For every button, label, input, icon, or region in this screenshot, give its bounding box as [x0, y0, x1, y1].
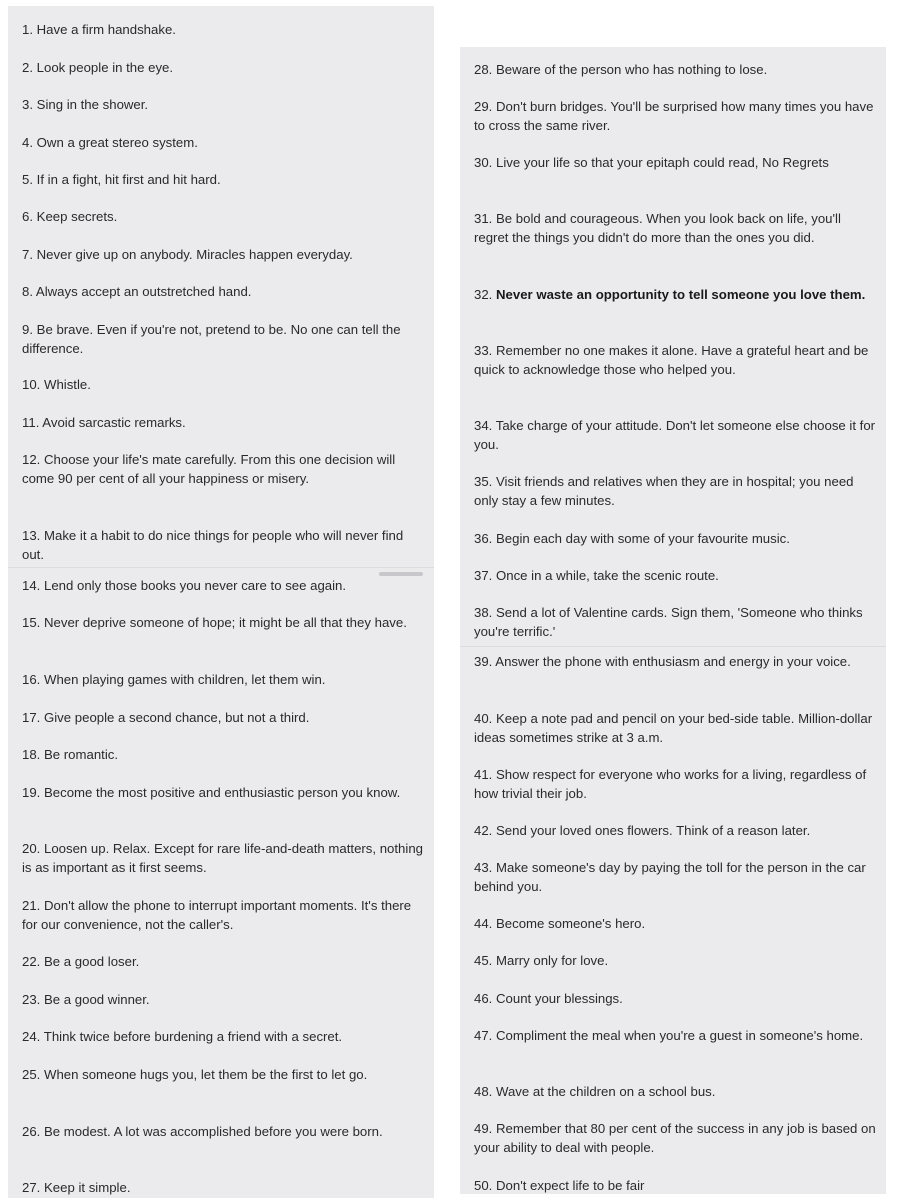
list-item: 28. Beware of the person who has nothing to lose. — [474, 62, 768, 77]
list-item: 9. Be brave. Even if you're not, pretend to be. No one can tell the difference. — [22, 322, 401, 356]
list-item: 12. Choose your life's mate carefully. From this one decision will come 90 per cent of all your happiness or misery. — [22, 452, 396, 486]
list-item: 40. Keep a note pad and pencil on your bed-side table. Million-dollar ideas sometimes strike at 3 a.m. — [474, 711, 873, 745]
list-item: 15. Never deprive someone of hope; it might be all that they have. — [22, 615, 407, 630]
list-item: 42. Send your loved ones flowers. Think of a reason later. — [474, 823, 811, 838]
divider — [8, 567, 434, 568]
list-item: 34. Take charge of your attitude. Don't let someone else choose it for you. — [474, 418, 876, 452]
list-item: 7. Never give up on anybody. Miracles happen everyday. — [22, 247, 353, 262]
list-item: 20. Loosen up. Relax. Except for rare life-and-death matters, nothing is as important as it first seems. — [22, 841, 423, 875]
list-item: 46. Count your blessings. — [474, 991, 623, 1006]
list-item: 26. Be modest. A lot was accomplished before you were born. — [22, 1124, 383, 1139]
list-item: 38. Send a lot of Valentine cards. Sign them, 'Someone who thinks you're terrific.' — [474, 605, 863, 639]
list-item: 22. Be a good loser. — [22, 954, 140, 969]
list-item: 29. Don't burn bridges. You'll be surprised how many times you have to cross the same river. — [474, 99, 874, 133]
list-item: 30. Live your life so that your epitaph could read, No Regrets — [474, 155, 829, 170]
list-item: 19. Become the most positive and enthusiastic person you know. — [22, 785, 401, 800]
list-item: 8. Always accept an outstretched hand. — [22, 284, 252, 299]
list-item: 35. Visit friends and relatives when they are in hospital; you need only stay a few minutes. — [474, 474, 854, 508]
emphasized-text: Never waste an opportunity to tell someone you love them. — [496, 287, 866, 302]
list-item: 16. When playing games with children, let them win. — [22, 672, 326, 687]
item-number: 32. — [474, 287, 496, 302]
list-item: 33. Remember no one makes it alone. Have a grateful heart and be quick to acknowledge those who helped you. — [474, 343, 869, 377]
list-item: 48. Wave at the children on a school bus. — [474, 1084, 716, 1099]
list-item: 11. Avoid sarcastic remarks. — [22, 415, 186, 430]
list-item: 1. Have a firm handshake. — [22, 22, 176, 37]
list-item: 41. Show respect for everyone who works for a living, regardless of how trivial their job. — [474, 767, 867, 801]
right-column — [460, 47, 886, 1194]
list-item: 44. Become someone's hero. — [474, 916, 646, 931]
list-item: 14. Lend only those books you never care to see again. — [22, 578, 347, 593]
list-item: 4. Own a great stereo system. — [22, 135, 198, 150]
list-item: 49. Remember that 80 per cent of the success in any job is based on your ability to deal with people. — [474, 1121, 876, 1155]
list-item: 31. Be bold and courageous. When you look back on life, you'll regret the things you didn't do more than the ones you did. — [474, 211, 841, 245]
list-item: 37. Once in a while, take the scenic route. — [474, 568, 719, 583]
list-item: 27. Keep it simple. — [22, 1180, 131, 1195]
divider — [460, 646, 886, 647]
list-item: 45. Marry only for love. — [474, 953, 609, 968]
list-item: 43. Make someone's day by paying the toll for the person in the car behind you. — [474, 860, 866, 894]
list-item: 10. Whistle. — [22, 377, 91, 392]
list-item: 6. Keep secrets. — [22, 209, 118, 224]
list-item: 18. Be romantic. — [22, 747, 119, 762]
list-item: 21. Don't allow the phone to interrupt important moments. It's there for our convenience, not the caller's. — [22, 898, 412, 932]
list-item: 2. Look people in the eye. — [22, 60, 174, 75]
list-item: 50. Don't expect life to be fair — [474, 1178, 645, 1193]
list-item: 17. Give people a second chance, but not a third. — [22, 710, 310, 725]
left-column — [8, 6, 434, 1198]
list-item: 39. Answer the phone with enthusiasm and energy in your voice. — [474, 654, 851, 669]
list-item: 3. Sing in the shower. — [22, 97, 149, 112]
list-item: 23. Be a good winner. — [22, 992, 150, 1007]
list-item: 36. Begin each day with some of your favourite music. — [474, 531, 790, 546]
list-item: 25. When someone hugs you, let them be the first to let go. — [22, 1067, 368, 1082]
list-item-highlight — [474, 285, 878, 304]
list-item: 47. Compliment the meal when you're a guest in someone's home. — [474, 1028, 864, 1043]
list-item: 24. Think twice before burdening a friend with a secret. — [22, 1029, 343, 1044]
list-item: 13. Make it a habit to do nice things for people who will never find out. — [22, 528, 404, 562]
list-item: 5. If in a fight, hit first and hit hard. — [22, 172, 221, 187]
